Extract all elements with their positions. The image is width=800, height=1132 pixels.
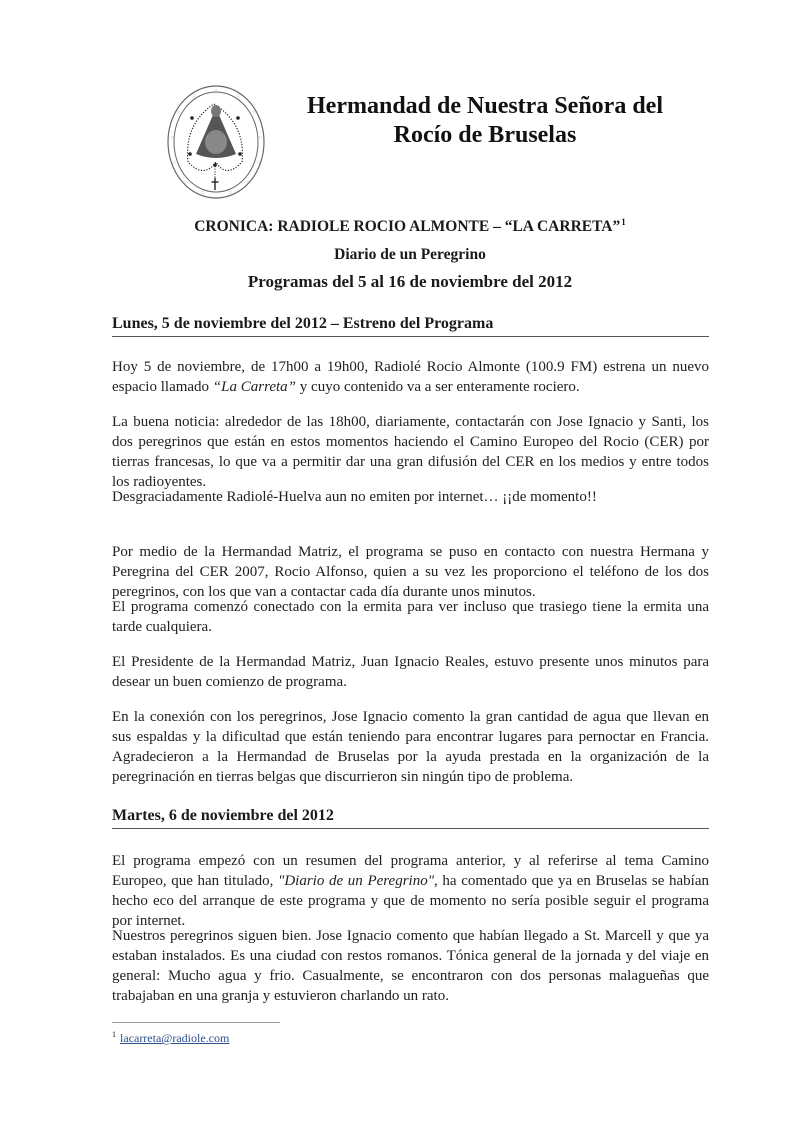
svg-text:☆: ☆: [182, 181, 187, 186]
paragraph: [112, 851, 709, 931]
paragraph: [112, 357, 709, 397]
svg-text:☆: ☆: [228, 191, 233, 196]
svg-text:☆: ☆: [170, 136, 175, 141]
paragraph: Desgraciadamente Radiolé-Huelva aun no emiten por internet… ¡¡de momento!!: [112, 489, 597, 505]
paragraph: Por medio de la Hermandad Matriz, el programa se puso en contacto con nuestra Hermana y Peregrina del CER 2007, Rocio Alfonso, quien a su vez les proporciono el teléfono de los dos peregrinos, con los que van a contactar cada día durante unos minutos.: [112, 544, 709, 600]
section-heading-monday: Lunes, 5 de noviembre del 2012 – Estreno del Programa: [112, 315, 709, 337]
footnote-separator: [112, 1022, 280, 1023]
footnote-email-link[interactable]: lacarreta@radiole.com: [120, 1031, 230, 1045]
footnote: [112, 1030, 229, 1046]
paragraph: El programa comenzó conectado con la ermita para ver incluso que trasiego tiene la ermita una tarde cualquiera.: [112, 599, 709, 635]
svg-text:☆: ☆: [176, 111, 181, 116]
virgin-rosary-seal-icon: [166, 84, 266, 200]
program-name-italic: “La Carreta”: [212, 379, 297, 395]
paragraph: En la conexión con los peregrinos, Jose Ignacio comento la gran cantidad de agua que llevan en sus espaldas y la dificultad que están teniendo para encontrar lugares para pernoctar en Francia. Agradecieron a la Hermandad de Bruselas por la ayuda prestada en la organización de la peregrinación en tierras belgas que discurrieron sin ningún tipo de problema.: [112, 709, 709, 785]
organization-title: [300, 92, 670, 150]
section-heading-tuesday: Martes, 6 de noviembre del 2012: [112, 807, 709, 829]
paragraph: Nuestros peregrinos siguen bien. Jose Ignacio comento que habían llegado a St. Marcell y que ya estaban instalados. Es una ciudad con restos romanos. Tónica general de la jornada y del viaje en general: Mucho agua y frio. Casualmente, se encontraron con dos personas malagueñas que trabajaban en una granja y estuvieron charlando un rato.: [112, 928, 709, 1004]
svg-text:☆: ☆: [200, 191, 205, 196]
footnote-reference[interactable]: 1: [621, 217, 626, 227]
svg-text:☆: ☆: [236, 94, 241, 99]
svg-text:☆: ☆: [192, 94, 197, 99]
cronica-title-text: CRONICA: RADIOLE ROCIO ALMONTE – “LA CARRETA”: [194, 218, 621, 235]
svg-text:☆: ☆: [246, 181, 251, 186]
document-subtitle: Diario de un Peregrino: [334, 246, 486, 263]
svg-text:☆: ☆: [256, 161, 261, 166]
svg-text:☆: ☆: [214, 89, 219, 94]
paragraph: El Presidente de la Hermandad Matriz, Juan Ignacio Reales, estuvo presente unos minutos para desear un buen comienzo de programa.: [112, 654, 709, 690]
organization-title-line2: Rocío de Bruselas: [393, 122, 577, 148]
footnote-number: 1: [112, 1030, 116, 1039]
svg-text:☆: ☆: [252, 111, 257, 116]
paragraph: La buena noticia: alrededor de las 18h00, diariamente, contactarán con Jose Ignacio y Santi, los dos peregrinos que están en estos momentos haciendo el Camino Europeo del Rocio (CER) por tierras francesas, lo que va a permitir dar una gran difusión del CER en los medios y entre todos los radioyentes.: [112, 414, 709, 490]
paragraph-text: y cuyo contenido va a ser enteramente rociero.: [296, 379, 580, 395]
svg-text:☆: ☆: [258, 136, 263, 141]
program-title-italic: "Diario de un Peregrino": [278, 873, 435, 889]
paragraph-text: Hoy 5 de noviembre, de 17h00 a 19h00, Radiolé Rocio Almonte (100.9 FM) estrena un nuevo espacio llamado: [112, 359, 709, 395]
paragraph-text: , ha comentado que ya en Bruselas se habían hecho eco del arranque de este programa y que de momento no sería posible seguir el programa por internet.: [112, 873, 709, 929]
cronica-title: [110, 217, 710, 236]
programs-range-title: Programas del 5 al 16 de noviembre del 2012: [247, 272, 573, 291]
svg-text:☆: ☆: [172, 161, 177, 166]
organization-title-line1: Hermandad de Nuestra Señora del: [307, 93, 663, 119]
paragraph-text: El programa empezó con un resumen del programa anterior, y al referirse al tema Camino Europeo, que han titulado,: [112, 853, 709, 889]
